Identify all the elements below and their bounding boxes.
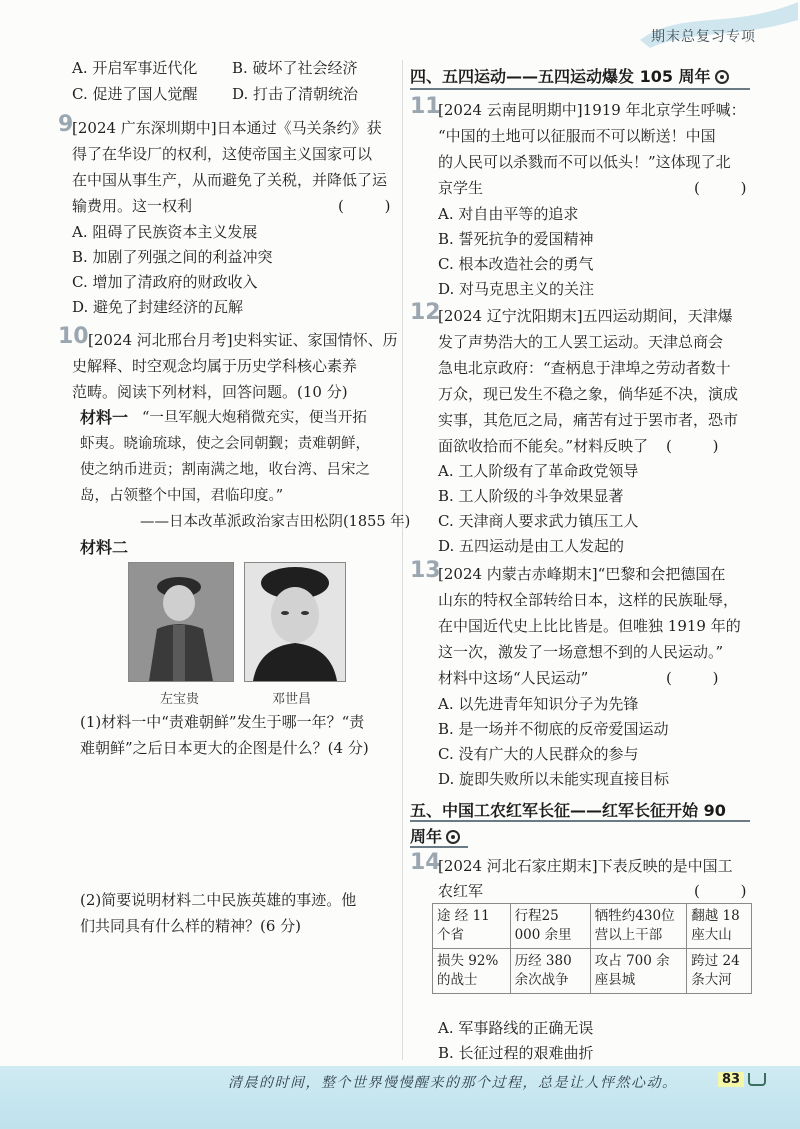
q9-option-d: D. 避免了封建经济的瓦解: [72, 298, 244, 316]
q14-option-a: A. 军事路线的正确无误: [438, 1019, 594, 1037]
caption-deng-shichang: 邓世昌: [272, 692, 312, 707]
q8-option-a: A. 开启军事近代化: [72, 59, 198, 77]
q14-stem-line: [2024 河北石家庄期末]下表反映的是中国工: [438, 857, 733, 875]
q11-option-d: D. 对马克思主义的关注: [438, 280, 595, 298]
q11-stem-line: 的人民可以杀戮而不可以低头！”这体现了北: [438, 153, 731, 171]
q13-option-b: B. 是一场并不彻底的反帝爱国运动: [438, 720, 669, 738]
page-number: 83: [718, 1072, 744, 1087]
material-1-label: 材料一: [80, 408, 129, 427]
long-march-table: [432, 903, 752, 994]
q12-option-a: A. 工人阶级有了革命政党领导: [438, 462, 639, 480]
table-cell: 攻占 700 余座县城: [590, 949, 686, 994]
q11-stem-line: 京学生: [438, 179, 484, 197]
q10-number: 10: [58, 324, 89, 349]
q10-sub2-line: (2)简要说明材料二中民族英雄的事迹。他: [80, 891, 357, 909]
table-cell: 牺牲约430位营以上干部: [590, 904, 686, 949]
q13-stem-line: 材料中这场“人民运动”: [438, 669, 589, 687]
q14-option-b: B. 长征过程的艰难曲折: [438, 1044, 594, 1062]
section-4-title-text: 四、五四运动——五四运动爆发 105 周年: [410, 67, 711, 86]
q9-number: 9: [58, 112, 74, 137]
q13-stem-line: 这一次，激发了一场意想不到的人民运动。”: [438, 643, 724, 661]
q12-option-b: B. 工人阶级的斗争效果显著: [438, 487, 624, 505]
table-row: [433, 904, 752, 949]
material-1-line: 岛，占领整个中国，君临印度。”: [80, 488, 284, 504]
q13-number: 13: [410, 558, 441, 583]
target-icon: [715, 70, 729, 84]
q13-option-d: D. 旋即失败所以未能实现直接目标: [438, 770, 670, 788]
q8-option-c: C. 促进了国人觉醒: [72, 85, 198, 103]
header-tag: 期末总复习专项: [651, 29, 756, 45]
q12-answer-blank[interactable]: ( ): [666, 437, 737, 455]
material-1-line: 虾夷。晓谕琉球，使之会同朝觐；责难朝鲜，: [80, 436, 370, 452]
q9-stem-line: 在中国从事生产，从而避免了关税，并降低了运: [72, 171, 388, 189]
q9-answer-blank[interactable]: ( ): [338, 197, 409, 215]
section-5-divider: [410, 820, 750, 822]
q8-option-d: D. 打击了清朝统治: [232, 85, 359, 103]
q13-option-c: C. 没有广大的人民群众的参与: [438, 745, 639, 763]
q13-stem-line: 山东的特权全部转给日本，这样的民族耻辱，: [438, 591, 739, 609]
q9-stem-line: [2024 广东深圳期中]日本通过《马关条约》获: [72, 119, 382, 137]
q9-option-c: C. 增加了清政府的财政收入: [72, 273, 258, 291]
q12-stem-line: 发了声势浩大的工人罢工运动。天津总商会: [438, 333, 724, 351]
q10-stem-line: 史解释、时空观念均属于历史学科核心素养: [72, 357, 358, 375]
portrait-photo-zuo-baogui: [128, 562, 234, 682]
q11-answer-blank[interactable]: ( ): [694, 179, 765, 197]
q12-number: 12: [410, 300, 441, 325]
q13-stem-line: 在中国近代史上比比皆是。但唯独 1919 年的: [438, 617, 741, 635]
q12-stem-line: [2024 辽宁沈阳期末]五四运动期间，天津爆: [438, 307, 733, 325]
section-4-title: [410, 64, 729, 87]
q12-option-c: C. 天津商人要求武力镇压工人: [438, 512, 639, 530]
q10-sub1-line: 难朝鲜”之后日本更大的企图是什么？(4 分): [80, 739, 369, 757]
q13-answer-blank[interactable]: ( ): [666, 669, 737, 687]
q9-option-b: B. 加剧了列强之间的利益冲突: [72, 248, 273, 266]
q12-stem-line: 急电北京政府：“查柄息于津埠之劳动者数十: [438, 359, 731, 377]
material-2-label: 材料二: [80, 538, 129, 557]
target-icon: [446, 830, 460, 844]
section-5-title-line1: 五、中国工农红军长征——红军长征开始 90: [410, 801, 726, 820]
material-1-line: 使之纳币进贡；割南满之地，收台湾、吕宋之: [80, 462, 370, 478]
q14-answer-blank[interactable]: ( ): [694, 882, 765, 900]
table-cell: 跨过 24 条大河: [687, 949, 752, 994]
table-cell: 行程25 000 余里: [510, 904, 590, 949]
table-cell: 翻越 18 座大山: [687, 904, 752, 949]
q10-sub2-line: 们共同具有什么样的精神？(6 分): [80, 917, 302, 935]
table-cell: 途 经 11 个省: [433, 904, 511, 949]
q12-option-d: D. 五四运动是由工人发起的: [438, 537, 625, 555]
section-5-title-line2: [410, 824, 460, 847]
q12-stem-line: 面欲收拾而不能矣。”材料反映了: [438, 437, 649, 455]
q11-stem-line: [2024 云南昆明期中]1919 年北京学生呼喊：: [438, 101, 746, 119]
table-cell: 损失 92% 的战士: [433, 949, 511, 994]
q11-stem-line: “中国的土地可以征服而不可以断送！中国: [438, 127, 716, 145]
q8-option-b: B. 破坏了社会经济: [232, 59, 358, 77]
section-5-title-text: 周年: [410, 827, 443, 846]
footer-quote: 清晨的时间，整个世界慢慢醒来的那个过程，总是让人怦然心动。: [228, 1075, 678, 1091]
q9-stem-line: 得了在华设厂的权利，这使帝国主义国家可以: [72, 145, 373, 163]
material-1-line: “一旦军舰大炮稍微充实，便当开拓: [142, 410, 367, 426]
q13-option-a: A. 以先进青年知识分子为先锋: [438, 695, 639, 713]
q10-stem-line: 范畴。阅读下列材料，回答问题。(10 分): [72, 383, 348, 401]
q10-stem-line: [2024 河北邢台月考]史料实证、家国情怀、历: [88, 331, 398, 349]
section-5-underline: [410, 846, 468, 848]
caption-zuo-baogui: 左宝贵: [160, 692, 200, 707]
table-row: [433, 949, 752, 994]
q11-number: 11: [410, 94, 441, 119]
material-1-source: ——日本改革派政治家吉田松阴(1855 年): [140, 514, 411, 530]
section-4-underline: [410, 88, 750, 90]
q14-stem-line: 农红军: [438, 882, 484, 900]
q11-option-b: B. 誓死抗争的爱国精神: [438, 230, 594, 248]
table-cell: 历经 380 余次战争: [510, 949, 590, 994]
portrait-photo-deng-shichang: [244, 562, 346, 682]
q12-stem-line: 万众，现已发生不稳之象，倘华延不决，演成: [438, 385, 739, 403]
q12-stem-line: 实事，其危厄之局，痛苦有过于罢市者，恐市: [438, 411, 739, 429]
q11-option-c: C. 根本改造社会的勇气: [438, 255, 594, 273]
q9-option-a: A. 阻碍了民族资本主义发展: [72, 223, 258, 241]
q13-stem-line: [2024 内蒙古赤峰期末]“巴黎和会把德国在: [438, 565, 726, 583]
q9-stem-line: 输费用。这一权利: [72, 197, 193, 215]
q14-number: 14: [410, 850, 441, 875]
q10-sub1-line: (1)材料一中“责难朝鲜”发生于哪一年？“责: [80, 713, 365, 731]
q11-option-a: A. 对自由平等的追求: [438, 205, 579, 223]
book-icon: [748, 1073, 766, 1086]
